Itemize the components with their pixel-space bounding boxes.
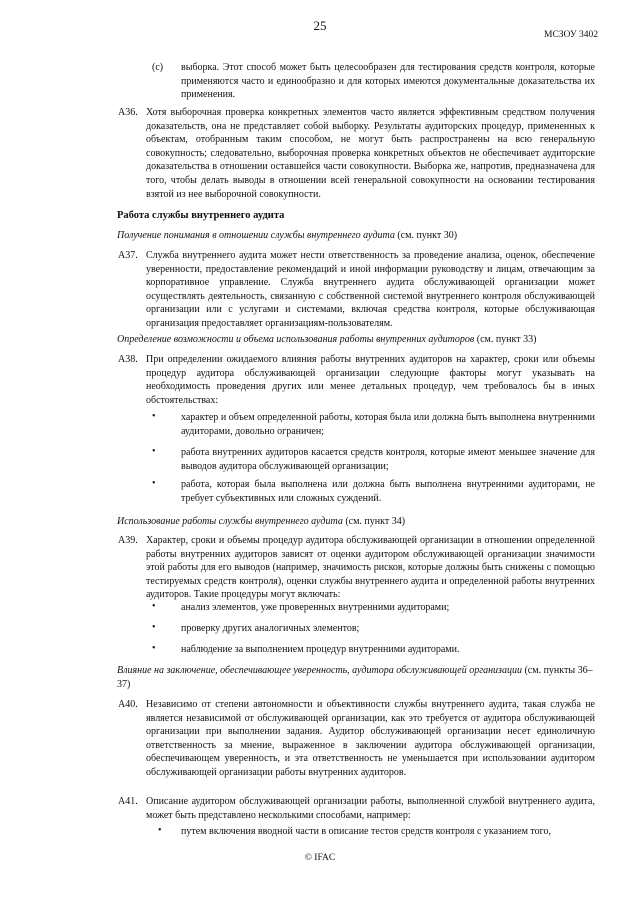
bullet-icon: • <box>152 478 156 489</box>
a41-label: A41. <box>118 796 138 807</box>
a39-label: A39. <box>118 535 138 546</box>
item-c-label: (с) <box>152 62 164 73</box>
document-code: МСЗОУ 3402 <box>544 30 598 40</box>
bullet-icon: • <box>152 622 156 633</box>
a38-bullet-1: характер и объем определенной работы, которая была или должна быть выполнена внутренними аудиторами, довольно ограничен; <box>181 412 595 437</box>
a37-text: Служба внутреннего аудита может нести ответственность за проведение анализа, оценок, обеспечение уверенности, предоставление рекомендаций и иной информации руководству и лицам, отвечающим за корпоративное управление. Служба внутреннего аудита обслуживающей организации может осуществлять деятельность, связанную с собственной системой внутреннего контроля обслуживающей организации или с услугами и системами, включая средства контроля, которые обслуживающая организация предоставляет организациям-пользователям. <box>146 250 595 329</box>
bullet-icon: • <box>152 411 156 422</box>
a40-text: Независимо от степени автономности и объективности службы внутреннего аудита, такая служба не является независимой от обслуживающей организации, как это требуется от аудитора обслуживающей организации при выполнении задания. Аудитор обслуживающей организации несет единоличную ответственность за мнение, выраженное в заключении аудитора обслуживающей организации, обеспечивающем уверенность, и эта ответственность не уменьшается при использовании аудитором обслуживающей организации работы внутренних аудиторов. <box>146 699 595 778</box>
a38-bullet-3: работа, которая была выполнена или должна быть выполнена внутренними аудиторами, не требует субъективных или сложных суждений. <box>181 479 595 504</box>
a38-label: A38. <box>118 354 138 365</box>
a36-label: A36. <box>118 107 138 118</box>
a39-bullet-3: наблюдение за выполнением процедур внутренними аудиторами. <box>181 644 460 655</box>
subheading-1: Получение понимания в отношении службы внутреннего аудита (см. пункт 30) <box>117 230 458 241</box>
a39-text: Характер, сроки и объемы процедур аудитора обслуживающей организации в отношении определенной работы внутренних аудиторов зависят от оценки аудитором обслуживающей организации значимости этой работы для его выводов (например, значимость рисков, которые должны быть снижены с помощью тестируемых средств контроля), оценки службы внутреннего аудита и определенной работы внутренних аудиторов. Такие процедуры могут включать: <box>146 535 595 601</box>
bullet-icon: • <box>158 825 162 836</box>
a38-bullet-2: работа внутренних аудиторов касается средств контроля, которые имеют меньшее значение для выводов аудитора обслуживающей организации; <box>181 447 595 472</box>
section-heading: Работа службы внутреннего аудита <box>117 210 285 221</box>
a36-text: Хотя выборочная проверка конкретных элементов часто является эффективным средством получения доказательств, она не представляет собой выборку. Результаты аудиторских процедур, примененных к объектам, отобранным таким способом, не могут быть распространены на всю генеральную совокупность; следовательно, выборочная проверка конкретных объектов не обеспечивает аудиторские доказательства в отношении оставшейся части совокупности. Выборка же, напротив, предназначена для того, чтобы делать выводы в отношении всей генеральной совокупности на основании тестирования взятой из нее выборочной совокупности. <box>146 107 595 200</box>
a37-label: A37. <box>118 250 138 261</box>
a40-label: A40. <box>118 699 138 710</box>
copyright-footer: © IFAC <box>304 853 336 863</box>
a39-bullet-2: проверку других аналогичных элементов; <box>181 623 360 634</box>
subheading-3: Использование работы службы внутреннего аудита (см. пункт 34) <box>117 516 406 527</box>
bullet-icon: • <box>152 601 156 612</box>
item-c-text: выборка. Этот способ может быть целесообразен для тестирования средств контроля, которые применяются часто и единообразно и для которых имеются документальные доказательства их применения. <box>181 62 595 101</box>
subheading-2: Определение возможности и объема использования работы внутренних аудиторов (см. пункт 33) <box>117 334 537 345</box>
bullet-icon: • <box>152 643 156 654</box>
a38-text: При определении ожидаемого влияния работы внутренних аудиторов на характер, сроки или объемы процедур аудитора обслуживающей организации следующие факторы могут указывать на необходимость проведения других или менее детальных процедур, чем требовалось бы в иных обстоятельствах: <box>146 354 595 406</box>
a39-bullet-1: анализ элементов, уже проверенных внутренними аудиторами; <box>181 602 450 613</box>
subheading-4: Влияние на заключение, обеспечивающее уверенность, аудитора обслуживающей организации (см. пункты 36–37) <box>117 665 593 690</box>
bullet-icon: • <box>152 446 156 457</box>
a41-text: Описание аудитором обслуживающей организации работы, выполненной службой внутреннего аудита, может быть представлено несколькими способами, например: <box>146 796 595 821</box>
a41-bullet-1: путем включения вводной части в описание тестов средств контроля с указанием того, <box>181 826 551 837</box>
page-number: 25 <box>313 18 327 33</box>
